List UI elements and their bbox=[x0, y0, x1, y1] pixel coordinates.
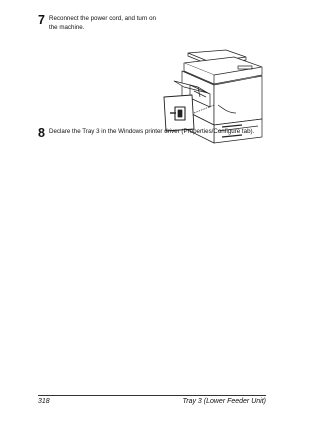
page-number: 318 bbox=[38, 398, 50, 405]
chapter-title: Tray 3 (Lower Feeder Unit) bbox=[182, 398, 266, 405]
step-number: 8 bbox=[38, 126, 45, 140]
step-text: Reconnect the power cord, and turn on the machine. bbox=[49, 15, 156, 31]
footer-divider bbox=[38, 395, 266, 396]
step-number: 7 bbox=[38, 13, 45, 27]
step-text: Declare the Tray 3 in the Windows printer driver (Properties/Configure tab). bbox=[49, 128, 255, 135]
